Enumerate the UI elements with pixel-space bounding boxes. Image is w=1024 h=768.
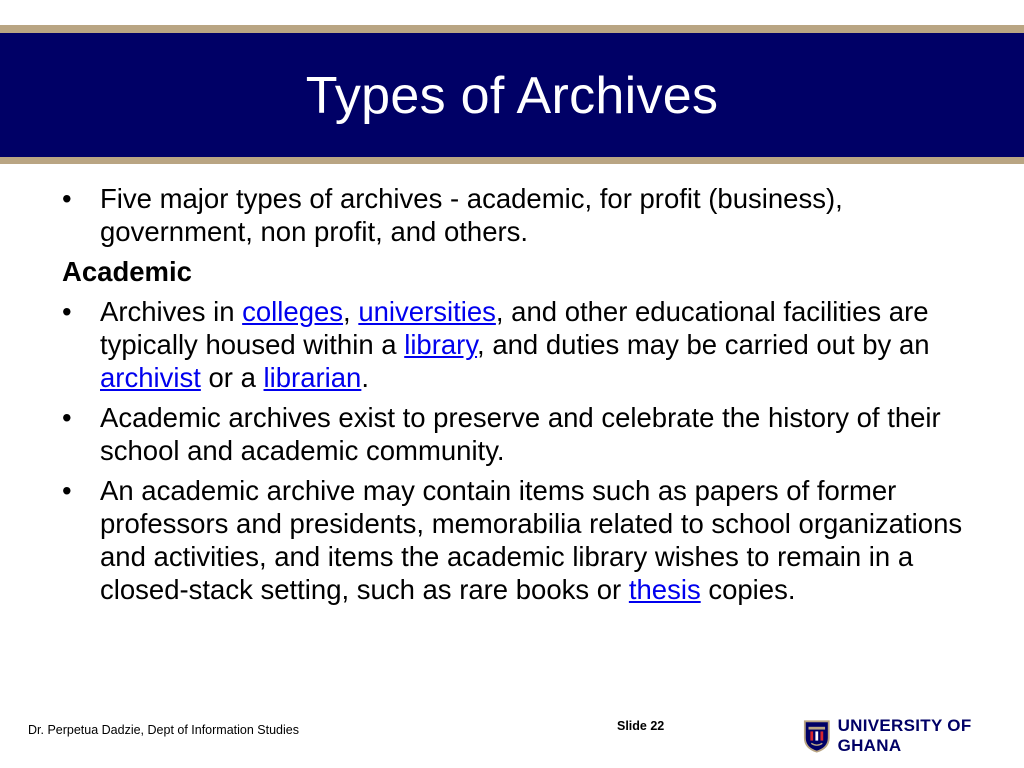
text-segment: Archives in xyxy=(100,296,243,327)
university-logo xyxy=(803,716,1024,756)
bullet-text xyxy=(100,296,930,393)
footer-author: Dr. Perpetua Dadzie, Dept of Information Studies xyxy=(28,723,299,737)
text-segment: , xyxy=(343,296,359,327)
bullet-item xyxy=(62,401,967,467)
bullet-icon: • xyxy=(62,402,72,433)
header-bottom-stripe xyxy=(0,157,1024,164)
university-name: UNIVERSITY OF GHANA xyxy=(837,716,972,755)
slide-title: Types of Archives xyxy=(305,67,719,125)
section-heading: Academic xyxy=(62,256,192,287)
bullet-item xyxy=(62,182,967,248)
bullet-icon: • xyxy=(62,296,72,327)
link-archivist[interactable]: archivist xyxy=(100,362,201,393)
link-library[interactable]: library xyxy=(404,329,478,360)
link-thesis[interactable]: thesis xyxy=(628,574,701,605)
text-segment: or a xyxy=(200,362,264,393)
header-top-stripe xyxy=(0,25,1024,33)
university-crest-icon xyxy=(803,718,831,754)
link-colleges[interactable]: colleges xyxy=(242,296,344,327)
link-universities[interactable]: universities xyxy=(358,296,496,327)
text-segment: . xyxy=(361,362,369,393)
title-bar xyxy=(0,33,1024,157)
bullet-icon: • xyxy=(62,475,72,506)
bullet-icon: • xyxy=(62,183,72,214)
bullet-item xyxy=(62,474,967,606)
link-librarian[interactable]: librarian xyxy=(263,362,362,393)
bullet-text xyxy=(100,475,962,605)
slide-number: Slide 22 xyxy=(617,719,665,733)
slide-body xyxy=(62,182,967,613)
text-segment: An academic archive may contain items such as papers of former professors and presidents, memorabilia related to school organizations and activities, and items the academic library wishes to remain in a closed-stack setting, such as rare books or xyxy=(100,475,963,605)
bullet-text: Five major types of archives - academic, for profit (business), government, non profit, and others. xyxy=(100,183,843,247)
text-segment: copies. xyxy=(700,574,796,605)
bullet-text: Academic archives exist to preserve and celebrate the history of their school and academic community. xyxy=(100,402,941,466)
text-segment: , and duties may be carried out by an xyxy=(477,329,930,360)
text-segment: , and other educational facilities are typically housed within a xyxy=(100,296,929,360)
bullet-item xyxy=(62,295,967,394)
